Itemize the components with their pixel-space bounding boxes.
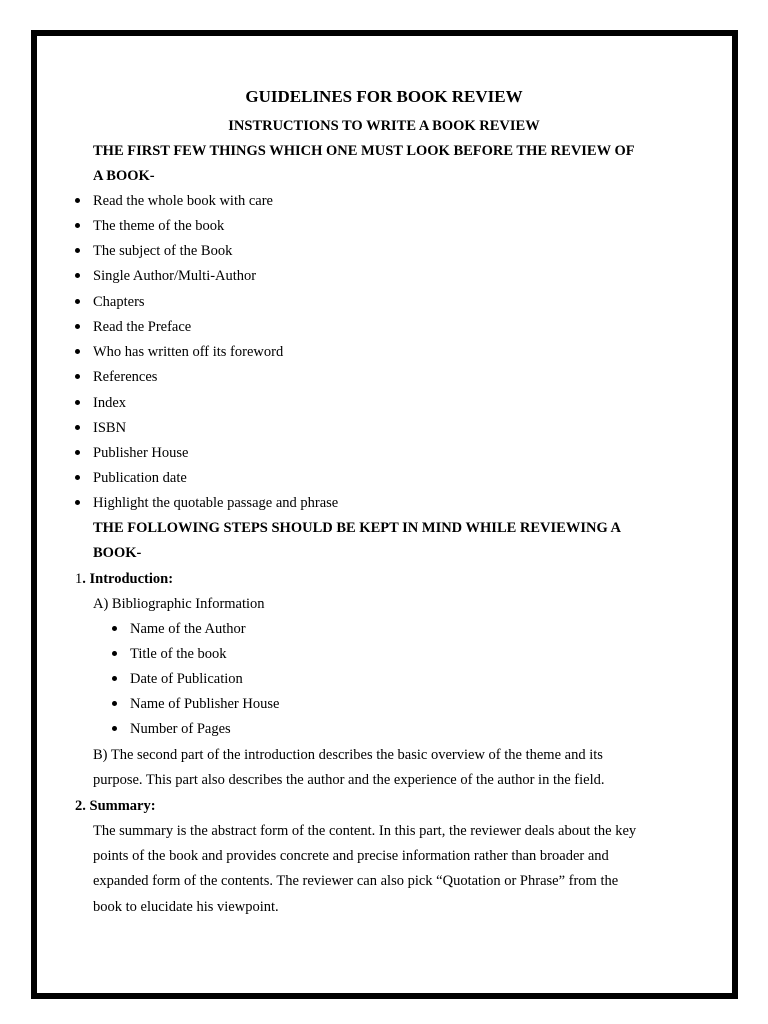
list-item: Date of Publication xyxy=(130,671,243,687)
bullet-icon xyxy=(75,450,80,455)
list-item: The theme of the book xyxy=(93,218,225,234)
list-item: Publisher House xyxy=(93,445,189,461)
bullet-icon xyxy=(75,425,80,430)
introduction-b-line-2: purpose. This part also describes the author and the experience of the author in the field. xyxy=(93,772,605,788)
bullet-icon xyxy=(112,676,117,681)
bullet-icon xyxy=(75,223,80,228)
list-item: Index xyxy=(93,395,127,411)
bullet-icon xyxy=(75,349,80,354)
list-item: Highlight the quotable passage and phrase xyxy=(93,495,339,511)
list-item: Title of the book xyxy=(130,646,227,662)
bullet-icon xyxy=(75,273,80,278)
list-item: Read the whole book with care xyxy=(93,193,273,209)
document-subtitle: INSTRUCTIONS TO WRITE A BOOK REVIEW xyxy=(228,118,540,134)
bullet-icon xyxy=(75,374,80,379)
first-heading-line-2: A BOOK- xyxy=(93,168,155,184)
introduction-b-line-1: B) The second part of the introduction describes the basic overview of the theme and its xyxy=(93,747,603,763)
summary-line: points of the book and provides concrete and precise information rather than broader and xyxy=(93,848,609,864)
bullet-icon xyxy=(112,626,117,631)
list-item: Chapters xyxy=(93,294,145,310)
bullet-icon xyxy=(112,726,117,731)
bullet-icon xyxy=(112,651,117,656)
steps-heading-line-2: BOOK- xyxy=(93,545,142,561)
bullet-icon xyxy=(75,198,80,203)
list-item: ISBN xyxy=(93,420,127,436)
bullet-icon xyxy=(75,400,80,405)
list-item: The subject of the Book xyxy=(93,243,233,259)
bullet-icon xyxy=(75,475,80,480)
bullet-icon xyxy=(75,299,80,304)
list-item: References xyxy=(93,369,158,385)
bullet-icon xyxy=(75,324,80,329)
introduction-number: 1 xyxy=(75,571,83,587)
first-heading-line-1: THE FIRST FEW THINGS WHICH ONE MUST LOOK BEFORE THE REVIEW OF xyxy=(93,143,635,159)
document-title: GUIDELINES FOR BOOK REVIEW xyxy=(245,87,523,106)
introduction-label: . Introduction: xyxy=(82,571,174,587)
summary-line: book to elucidate his viewpoint. xyxy=(93,899,279,915)
list-item: Read the Preface xyxy=(93,319,192,335)
summary-line: expanded form of the contents. The reviewer can also pick “Quotation or Phrase” from the xyxy=(93,873,619,889)
introduction-heading xyxy=(75,570,173,588)
list-item: Name of Publisher House xyxy=(130,696,280,712)
list-item: Who has written off its foreword xyxy=(93,344,284,360)
bullet-icon xyxy=(75,248,80,253)
summary-heading: 2. Summary: xyxy=(75,798,156,814)
summary-line: The summary is the abstract form of the content. In this part, the reviewer deals about the key xyxy=(93,823,637,839)
steps-heading-line-1: THE FOLLOWING STEPS SHOULD BE KEPT IN MIND WHILE REVIEWING A xyxy=(93,520,622,536)
bibliographic-label: A) Bibliographic Information xyxy=(93,596,265,612)
bullet-icon xyxy=(112,701,117,706)
list-item: Name of the Author xyxy=(130,621,246,637)
list-item: Publication date xyxy=(93,470,187,486)
bullet-icon xyxy=(75,500,80,505)
list-item: Number of Pages xyxy=(130,721,231,737)
list-item: Single Author/Multi-Author xyxy=(93,268,257,284)
